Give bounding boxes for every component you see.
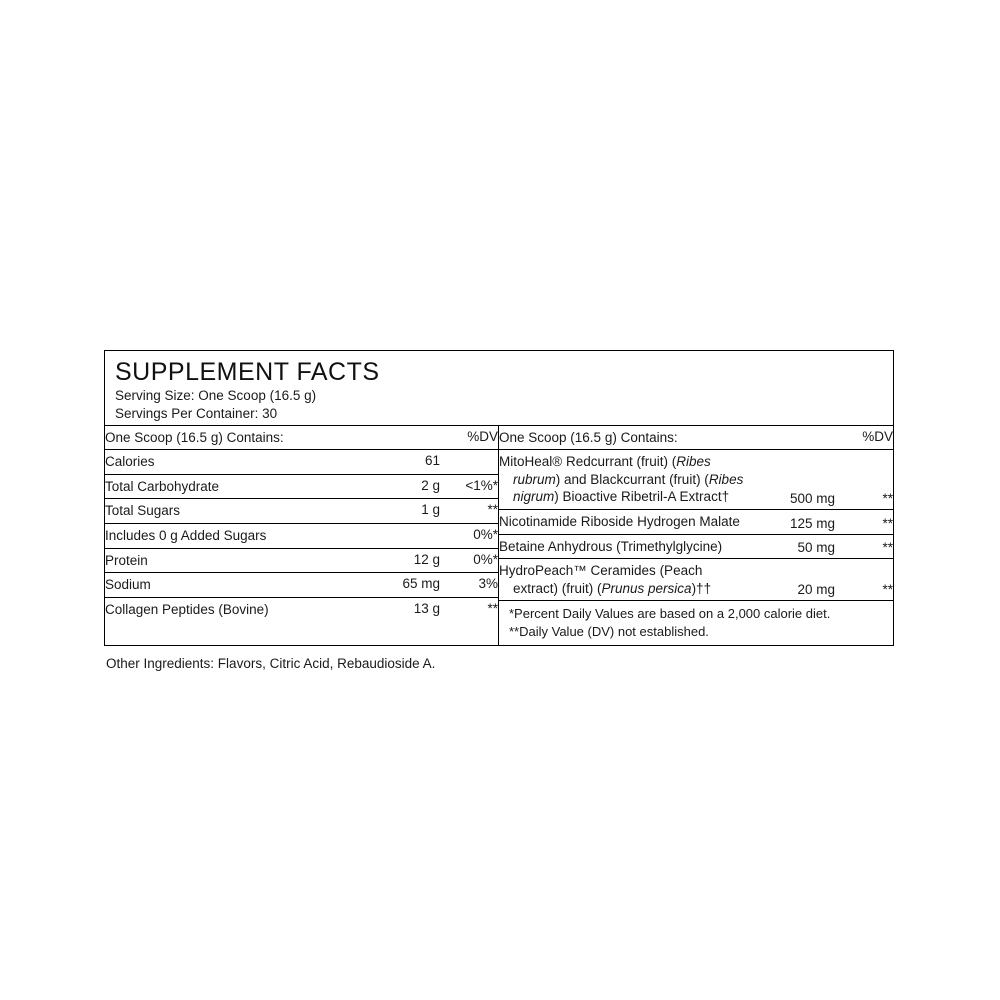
serving-size: Serving Size: One Scoop (16.5 g) [115, 388, 317, 404]
ingredient-daily-value: ** [835, 450, 893, 510]
ingredient-daily-value: ** [882, 582, 893, 598]
left-header-amount [350, 426, 440, 450]
right-table-body [499, 426, 893, 600]
right-column [499, 426, 893, 645]
right-table-header-row [499, 426, 893, 450]
table-row [105, 597, 498, 621]
ingredient-daily-value: ** [835, 509, 893, 534]
nutrient-daily-value: 0%* [440, 548, 498, 573]
footnote-dv-not-established: **Daily Value (DV) not established. [509, 623, 709, 639]
left-header-label: One Scoop (16.5 g) Contains: [105, 426, 350, 450]
left-column [105, 426, 499, 645]
table-row [499, 534, 893, 559]
nutrient-daily-value: 0%* [440, 523, 498, 548]
ingredient-name: Nicotinamide Riboside Hydrogen Malate [499, 509, 745, 534]
left-nutrition-table [105, 426, 498, 621]
nutrient-daily-value: <1%* [440, 474, 498, 499]
serving-info [105, 385, 893, 425]
nutrient-amount: 1 g [350, 499, 440, 524]
nutrient-name: Sodium [105, 573, 350, 598]
nutrient-amount: 2 g [350, 474, 440, 499]
supplement-facts-box [104, 350, 894, 646]
nutrient-name: Includes 0 g Added Sugars [105, 523, 350, 548]
nutrient-daily-value [440, 450, 498, 475]
footnote-daily-value-basis: *Percent Daily Values are based on a 2,000 calorie diet. [509, 606, 831, 622]
ingredient-amount: 50 mg [745, 534, 835, 559]
nutrient-name: Total Carbohydrate [105, 474, 350, 499]
other-ingredients: Other Ingredients: Flavors, Citric Acid, Rebaudioside A. [106, 655, 436, 671]
nutrient-name: Total Sugars [105, 499, 350, 524]
table-row [105, 523, 498, 548]
nutrient-daily-value: ** [440, 499, 498, 524]
right-header-amount [745, 426, 835, 450]
panel-title: SUPPLEMENT FACTS [115, 358, 380, 386]
table-row [105, 573, 498, 598]
table-row [499, 509, 893, 534]
nutrient-amount: 65 mg [350, 573, 440, 598]
nutrient-name: Protein [105, 548, 350, 573]
table-row [105, 548, 498, 573]
ingredient-name: HydroPeach™ Ceramides (Peach extract) (fruit) (Prunus persica)†† [499, 563, 712, 596]
nutrient-daily-value: 3% [440, 573, 498, 598]
nutrient-name: Calories [105, 450, 350, 475]
servings-per-container: Servings Per Container: 30 [115, 405, 278, 421]
table-row [499, 559, 893, 601]
nutrient-amount: 13 g [413, 600, 440, 616]
nutrient-amount: 61 [350, 450, 440, 475]
right-header-dv: %DV [835, 426, 893, 450]
ingredient-name: Betaine Anhydrous (Trimethylglycine) [499, 534, 745, 559]
supplement-facts-panel [104, 350, 894, 673]
ingredient-daily-value: ** [835, 534, 893, 559]
left-header-dv: %DV [440, 426, 498, 450]
nutrient-daily-value: ** [487, 600, 498, 616]
footnotes [499, 600, 893, 645]
nutrient-name: Collagen Peptides (Bovine) [105, 601, 269, 617]
table-row [105, 474, 498, 499]
ingredient-name: MitoHeal® Redcurrant (fruit) (Ribes rubrum) and Blackcurrant (fruit) (Ribes nigrum) Bioactive Ribetril-A Extract† [499, 450, 745, 510]
table-row [105, 450, 498, 475]
ingredient-amount: 20 mg [797, 582, 835, 598]
left-table-header-row [105, 426, 498, 450]
nutrient-amount [350, 523, 440, 548]
ingredient-amount: 500 mg [745, 450, 835, 510]
left-table-body [105, 426, 498, 621]
right-header-label: One Scoop (16.5 g) Contains: [499, 426, 745, 450]
nutrient-amount: 12 g [350, 548, 440, 573]
table-row [105, 499, 498, 524]
facts-columns [105, 425, 893, 645]
table-row [499, 450, 893, 510]
right-ingredient-table [499, 426, 893, 600]
ingredient-amount: 125 mg [745, 509, 835, 534]
